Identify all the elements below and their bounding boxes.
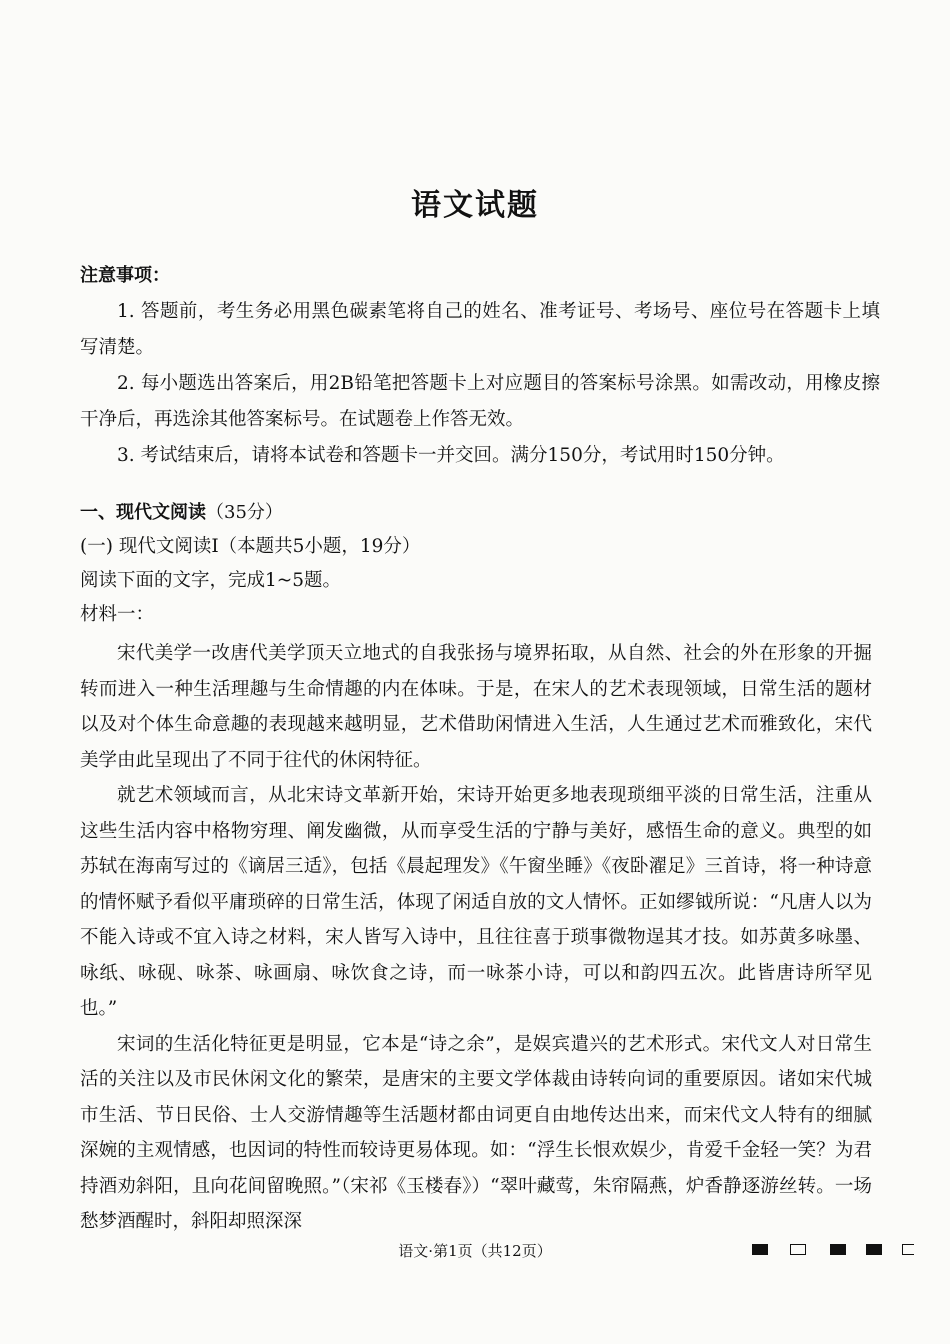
scan-mark-filled [752,1244,768,1255]
section-title-text: 一、现代文阅读 [80,502,206,523]
reading-instruction: 阅读下面的文字，完成1~5题。 [80,570,342,591]
section-title [80,496,880,530]
section-header [80,496,880,632]
page-title: 语文试题 [411,188,539,223]
scan-mark-open [790,1244,806,1255]
passage [80,636,872,1240]
note-item: 1. 答题前，考生务必用黑色碳素笔将自己的姓名、准考证号、考场号、座位号在答题卡上填写清楚。 [80,301,880,358]
passage-paragraph: 宋代美学一改唐代美学顶天立地式的自我张扬与境界拓取，从自然、社会的外在形象的开掘转而进入一种生活理趣与生命情趣的内在体味。于是，在宋人的艺术表现领域，日常生活的题材以及对个体生命意趣的表现越来越明显，艺术借助闲情进入生活，人生通过艺术而雅致化，宋代美学由此呈现出了不同于往代的休闲特征。 [80,643,872,771]
subsection-title: (一) 现代文阅读Ⅰ（本题共5小题，19分） [80,536,421,557]
passage-paragraph: 就艺术领域而言，从北宋诗文革新开始，宋诗开始更多地表现琐细平淡的日常生活，注重从这些生活内容中格物穷理、阐发幽微，从而享受生活的宁静与美好，感悟生命的意义。典型的如苏轼在海南写过的《谪居三适》，包括《晨起理发》《午窗坐睡》《夜卧濯足》三首诗，将一种诗意的情怀赋予看似平庸琐碎的日常生活，体现了闲适自放的文人情怀。正如缪钺所说：“凡唐人以为不能入诗或不宜入诗之材料，宋人皆写入诗中，且往往喜于琐事微物逞其才技。如苏黄多咏墨、咏纸、咏砚、咏茶、咏画扇、咏饮食之诗，而一咏茶小诗，可以和韵四五次。此皆唐诗所罕见也。” [80,785,872,1019]
page-footer: 语文·第1页（共12页） [398,1242,552,1260]
material-label: 材料一： [80,604,155,625]
passage-paragraph: 宋词的生活化特征更是明显，它本是“诗之余”，是娱宾遣兴的艺术形式。宋代文人对日常生活的关注以及市民休闲文化的繁荣，是唐宋的主要文学体裁由诗转向词的重要原因。诸如宋代城市生活、节日民俗、士人交游情趣等生活题材都由词更自由地传达出来，而宋代文人特有的细腻深婉的主观情感，也因词的特性而较诗更易体现。如：“浮生长恨欢娱少，肯爱千金轻一笑？为君持酒劝斜阳，且向花间留晚照。”（宋祁《玉楼春》）“翠叶藏莺，朱帘隔燕，炉香静逐游丝转。一场愁梦酒醒时，斜阳却照深深 [80,1033,872,1232]
scan-mark-filled [866,1244,882,1255]
notes-heading: 注意事项： [80,265,170,286]
note-item: 3. 考试结束后，请将本试卷和答题卡一并交回。满分150分，考试用时150分钟。 [117,445,785,466]
notes-block [80,258,880,474]
note-item: 2. 每小题选出答案后，用2B铅笔把答题卡上对应题目的答案标号涂黑。如需改动，用橡皮擦干净后，再选涂其他答案标号。在试题卷上作答无效。 [80,373,880,430]
scan-mark-bracket [902,1244,914,1255]
section-score: （35分） [206,502,283,523]
scan-mark-filled [830,1244,846,1255]
